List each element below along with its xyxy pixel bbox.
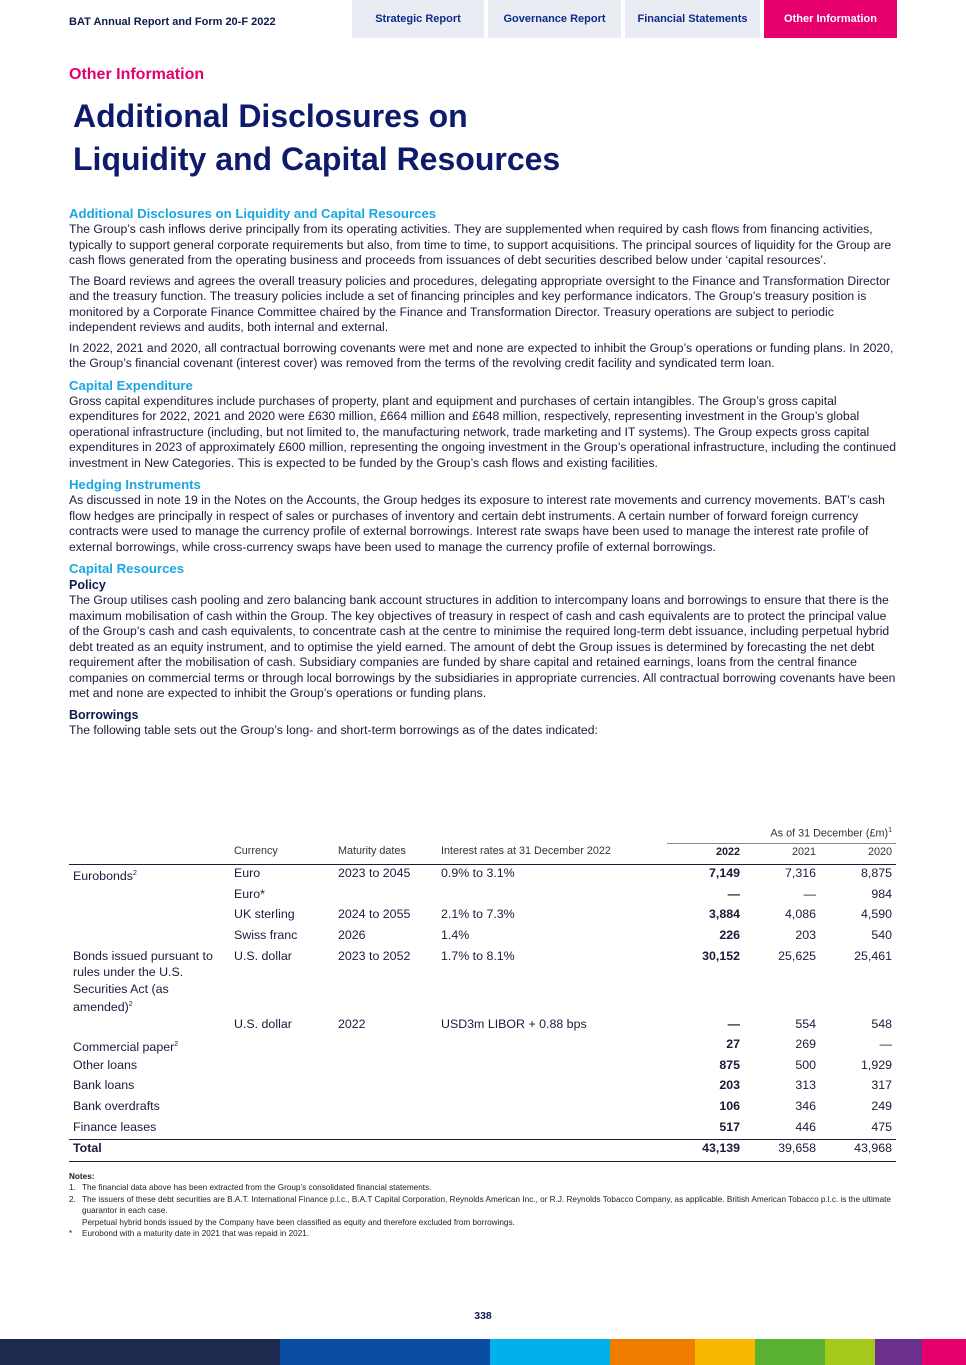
page-title-line2: Liquidity and Capital Resources (73, 141, 561, 177)
cell-v2022: 106 (719, 1099, 740, 1114)
paragraph: The following table sets out the Group’s long- and short-term borrowings as of the dates indicated: (69, 722, 598, 737)
paragraph: The Group’s cash inflows derive principally from its operating activities. They are supplemented when required by cash flows from financing activities, typically to support general corporate requirements but also, from time to time, to support acquisitions. The principal sources of liquidity for the Group are cash flows generated from the operating business and proceeds from issuances of debt securities described below under ‘capital resources’. (69, 222, 892, 267)
cell-v2022: 203 (719, 1078, 740, 1093)
cell-rate: 2.1% to 7.3% (441, 907, 515, 922)
cell-currency: UK sterling (234, 907, 295, 922)
cell-maturity (334, 1057, 437, 1078)
col-header-rates: Interest rates at 31 December 2022 (441, 845, 611, 858)
page-title (73, 95, 560, 181)
cell-maturity: 2023 to 2052 (338, 948, 411, 963)
cell-v2021: 25,625 (778, 948, 816, 963)
cell-rate (437, 1036, 667, 1057)
cell-currency (230, 1036, 334, 1057)
table-row (69, 1036, 896, 1057)
cell-currency (230, 1119, 334, 1140)
note-item: * Eurobond with a maturity date in 2021 that was repaid in 2021. (69, 1229, 310, 1239)
table-row (69, 927, 896, 948)
as-of-header: As of 31 December (£m)$^1$ (667, 822, 896, 843)
cell-v2021: 500 (795, 1057, 816, 1072)
cell-v2020: 1,929 (860, 1057, 892, 1072)
strip-blue (280, 1339, 490, 1365)
cell-v2022: 7,149 (708, 866, 740, 881)
cell-currency: Euro* (234, 886, 265, 901)
col-header-currency: Currency (234, 845, 278, 858)
cell-v2020: 317 (871, 1078, 892, 1093)
paragraph: In 2022, 2021 and 2020, all contractual borrowing covenants were met and none are expected to inhibit the Group’s operations or funding plans. In 2020, the Group’s financial covenant (interest cover) was removed from the terms of the revolving credit facility and syndicated term loan. (69, 340, 894, 370)
cell-label (69, 906, 230, 927)
cell-rate: 1.4% (441, 927, 470, 942)
cell-v2021: 313 (795, 1078, 816, 1093)
cell-v2021: 446 (795, 1119, 816, 1134)
notes-heading: Notes: (69, 1172, 95, 1181)
cell-rate: 1.7% to 8.1% (441, 948, 515, 963)
cell-currency (230, 1098, 334, 1119)
strip-navy (0, 1339, 280, 1365)
section-label: Other Information (69, 66, 205, 83)
cell-rate: USD3m LIBOR + 0.88 bps (441, 1016, 587, 1031)
total-label: Total (73, 1141, 102, 1156)
cell-maturity (334, 886, 437, 907)
note-item: Perpetual hybrid bonds issued by the Company have been classified as equity and therefore excluded from borrowings. (82, 1217, 515, 1227)
strip-yellow (695, 1339, 755, 1365)
cell-v2022: — (727, 1016, 740, 1031)
cell-v2022: 875 (719, 1057, 740, 1072)
cell-rate (437, 1077, 667, 1098)
paragraph: Gross capital expenditures include purchases of property, plant and equipment and purchases of certain intangibles. The Group’s gross capital expenditures for 2022, 2021 and 2020 were £630 million, £664 million and £648 million, respectively, representing investment in the Group’s global operational infrastructure (including, but not limited to, the manufacturing network, trade marketing and IT systems). The Group expects gross capital expenditures in 2023 of approximately £600 million, representing the ongoing investment in the Group’s operational infrastructure, including the continued investment in New Categories. This is expected to be funded by the Group’s cash flows and existing facilities. (69, 393, 897, 470)
cell-label: Other loans (73, 1057, 138, 1072)
notes (69, 1171, 899, 1239)
top-navigation (0, 0, 966, 38)
cell-v2021: 4,086 (784, 907, 816, 922)
cell-v2022: 27 (726, 1037, 740, 1052)
cell-v2022: 226 (719, 927, 740, 942)
page-title-line1: Additional Disclosures on (73, 98, 468, 134)
cell-v2020: — (879, 1037, 892, 1052)
total-v2020: 43,968 (854, 1141, 892, 1156)
cell-rate (437, 1057, 667, 1078)
col-header-2022: 2022 (715, 845, 740, 858)
cell-currency: Swiss franc (234, 927, 298, 942)
paragraph: As discussed in note 19 in the Notes on the Accounts, the Group hedges its exposure to interest rate movements and currency movements. BAT’s cash flow hedges are principally in respect of sales or purchases of inventory and certain debt instruments. A certain number of forward foreign currency contracts were used to manage the currency profile of external borrowings. Interest rate swaps have been used to manage the interest rate profile of external borrowings, while cross-currency swaps have been used to manage the currency profile of external borrowings. (69, 493, 885, 554)
total-v2022: 43,139 (702, 1141, 740, 1156)
table-row (69, 1119, 896, 1140)
cell-currency: Euro (234, 866, 261, 881)
strip-pink (922, 1339, 966, 1365)
col-header-maturity: Maturity dates (338, 845, 406, 858)
paragraph: The Group utilises cash pooling and zero balancing bank account structures in addition to intercompany loans and borrowings to ensure that there is the maximum mobilisation of cash within the Group. The key objectives of treasury in respect of cash and cash equivalents are to protect the principal value of the Group’s cash and cash equivalents, to concentrate cash at the centre to minimise the required long-term debt issuance, including perpetual hybrid debt treated as an equity instrument, and to optimise the yield earned. The amount of debt the Group issues is determined by forecasting the net debt requirement after the mobilisation of cash. Subsidiary companies are funded by share capital and retained earnings, loans from the central finance companies on commercial terms or through local borrowings by the subsidiaries in appropriate currencies. All contractual borrowing covenants have been met and none are expected to inhibit the Group’s operations or funding plans. (69, 593, 896, 700)
cell-v2020: 984 (871, 886, 892, 901)
cell-currency: U.S. dollar (234, 1016, 292, 1031)
note-item: 1. The financial data above has been extracted from the Group’s consolidated financial statements. (69, 1183, 432, 1193)
cell-v2022: 3,884 (708, 907, 740, 922)
col-header-2020: 2020 (867, 845, 892, 858)
cell-v2022: 30,152 (702, 948, 740, 963)
borrowings-table (69, 822, 896, 1162)
tab-governance-report[interactable]: Governance Report (488, 0, 621, 38)
cell-label: Bank overdrafts (73, 1099, 160, 1114)
heading-hedging-instruments: Hedging Instruments (69, 477, 201, 492)
table-row (69, 1016, 896, 1037)
report-title: BAT Annual Report and Form 20-F 2022 (69, 16, 276, 28)
cell-v2020: 540 (871, 927, 892, 942)
cell-v2021: 346 (795, 1099, 816, 1114)
table-row (69, 865, 896, 886)
cell-rate (437, 886, 667, 907)
cell-v2020: 475 (871, 1119, 892, 1134)
cell-maturity: 2024 to 2055 (338, 907, 411, 922)
strip-lime (825, 1339, 875, 1365)
cell-v2020: 8,875 (860, 866, 892, 881)
cell-label: Bank loans (73, 1078, 135, 1093)
cell-label: Bonds issued pursuant to rules under the U.S. Securities Act (as amended)$^2$ (73, 948, 213, 1015)
cell-v2021: 7,316 (784, 866, 816, 881)
page-number: 338 (474, 1310, 492, 1322)
cell-maturity: 2026 (338, 927, 366, 942)
heading-capital-expenditure: Capital Expenditure (69, 377, 193, 393)
cell-v2021: 269 (795, 1037, 816, 1052)
cell-rate (437, 1098, 667, 1119)
table-row (69, 1057, 896, 1078)
tab-strategic-report[interactable]: Strategic Report (352, 0, 484, 38)
heading-liquidity: Additional Disclosures on Liquidity and Capital Resources (69, 206, 437, 221)
table-row (69, 906, 896, 927)
table-row (69, 948, 896, 1016)
cell-maturity (334, 1119, 437, 1140)
tab-other-information[interactable]: Other Information (764, 0, 897, 38)
col-header-2021: 2021 (791, 845, 816, 858)
total-v2021: 39,658 (778, 1141, 816, 1156)
cell-maturity (334, 1077, 437, 1098)
cell-rate: 0.9% to 3.1% (441, 866, 515, 881)
paragraph: The Board reviews and agrees the overall treasury policies and procedures, delegating appropriate oversight to the Finance and Transformation Director and the treasury function. The treasury policies include a set of financing principles and key performance indicators. The Group’s treasury position is monitored by a Corporate Finance Committee chaired by the Finance and Transformation Director. Treasury operations are subject to periodic independent reviews and audits, both internal and external. (69, 273, 891, 334)
cell-rate (437, 1119, 667, 1140)
cell-maturity: 2022 (338, 1016, 366, 1031)
cell-currency: U.S. dollar (234, 948, 292, 963)
cell-label (69, 927, 230, 948)
cell-v2020: 4,590 (860, 907, 892, 922)
tab-financial-statements[interactable]: Financial Statements (625, 0, 760, 38)
cell-v2021: 554 (795, 1016, 816, 1031)
cell-v2022: — (727, 886, 740, 901)
cell-v2020: 25,461 (854, 948, 892, 963)
table-total-row (69, 1140, 896, 1162)
cell-v2021: — (803, 886, 816, 901)
cell-label: Finance leases (73, 1119, 157, 1134)
note-item: 2. The issuers of these debt securities are B.A.T. International Finance p.l.c., B.A.T Capital Corporation, Reynolds American Inc., or R.J. Reynolds Tobacco Company, as applicable. British American Tobacco p.l.c. is the ultimate guarantor in each case. (69, 1194, 891, 1216)
heading-policy: Policy (69, 578, 106, 592)
cell-v2020: 249 (871, 1099, 892, 1114)
cell-v2022: 517 (719, 1119, 740, 1134)
heading-borrowings: Borrowings (69, 707, 139, 722)
cell-label (69, 886, 230, 907)
strip-orange (610, 1339, 695, 1365)
cell-maturity: 2023 to 2045 (338, 866, 411, 881)
table-row (69, 1098, 896, 1119)
cell-currency (230, 1077, 334, 1098)
strip-green (755, 1339, 825, 1365)
cell-maturity (334, 1036, 437, 1057)
cell-currency (230, 1057, 334, 1078)
body-text (69, 205, 899, 743)
table-row (69, 886, 896, 907)
cell-maturity (334, 1098, 437, 1119)
heading-capital-resources: Capital Resources (69, 561, 185, 576)
cell-label: Commercial paper$^2$ (73, 1040, 179, 1055)
cell-label (69, 1016, 230, 1037)
cell-label: Eurobonds$^2$ (73, 869, 137, 884)
cell-v2021: 203 (795, 927, 816, 942)
strip-purple (875, 1339, 922, 1365)
table-row (69, 1077, 896, 1098)
cell-v2020: 548 (871, 1016, 892, 1031)
strip-cyan (490, 1339, 610, 1365)
